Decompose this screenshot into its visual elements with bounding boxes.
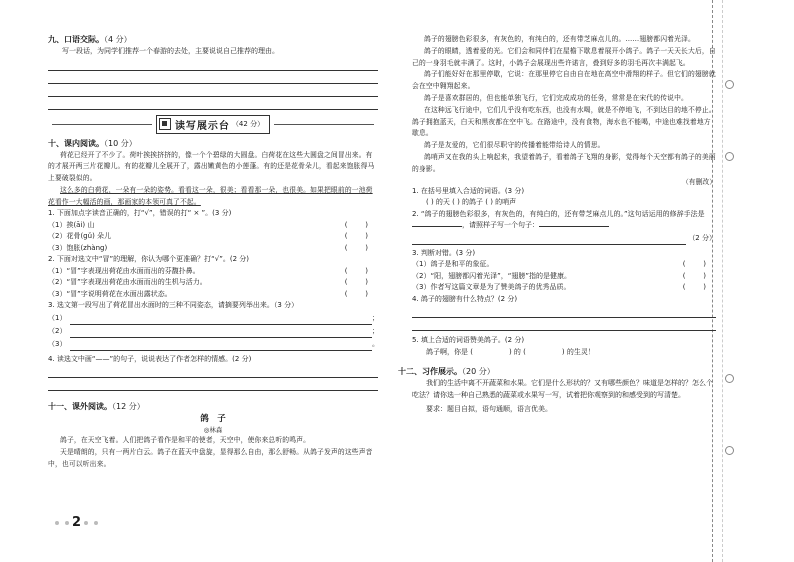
- answer-line[interactable]: [48, 71, 378, 84]
- answer-line[interactable]: （2 分）: [412, 232, 716, 245]
- question-10-4: 4. 读选文中画“——”的句子，说说表达了作者怎样的情感。(2 分): [48, 354, 252, 363]
- binding-hole: [725, 80, 734, 89]
- writing-prompt: 我们的生活中离不开蔬菜和水果。它们是什么形状的？又有哪些颜色？味道是怎样的？怎么个吃法？请你选一种自己熟悉的蔬菜或水果写一写，试着把你观察到的和感受到的写清楚。: [412, 379, 713, 399]
- question-10-1: 1. 下面加点字读音正确的，打“√”，错误的打“ × ”。(3 分): [48, 209, 232, 218]
- passage-paragraph: 荷花已经开了不少了。荷叶挨挨挤挤的，像一个个碧绿的大圆盘。白荷花在这些大圆盘之间冒出来。有的才展开两三片花瓣儿。有的花瓣儿全展开了，露出嫩黄色的小莲蓬。有的还是花骨朵儿，看起来饱胀得马上要破裂似的。: [48, 150, 375, 183]
- judge-item[interactable]: （1）鸽子是和平的象征。 ( ): [412, 260, 706, 269]
- fill-blank-line[interactable]: 鸽子啊，你是 ( ) 的 ( ) 的生灵！: [426, 347, 595, 356]
- question-10-2: 2. 下面对选文中“冒”的理解，你认为哪个更准确？打“√”。(2 分): [48, 255, 250, 264]
- passage-paragraph: 鸽子是友爱的，它们很尽职守的传播着能带给诗人的情思。: [424, 141, 605, 150]
- banner-rule: [52, 124, 152, 125]
- answer-line[interactable]: [48, 378, 378, 391]
- section-9-heading: 九、口语交际。（4 分）: [48, 35, 132, 44]
- passage-paragraph: 鸽子的翅膀色彩很多，有灰色的，有纯白的，还有带芝麻点儿的。……翅膀都闪着光泽。: [424, 35, 695, 43]
- banner-box: [156, 115, 270, 134]
- answer-line[interactable]: （3） 。: [48, 338, 378, 351]
- judge-item[interactable]: （2）“阳，翅膀都闪着光泽”，“翅膀”指的是健康。 ( ): [412, 271, 706, 280]
- answer-line[interactable]: [48, 58, 378, 71]
- question-11-5: 5. 填上合适的词语赞美鸽子。(2 分): [412, 336, 525, 345]
- choice-item[interactable]: （3）“冒”字说明荷花在水面出露状态。 ( ): [48, 289, 368, 298]
- left-column: [48, 34, 378, 471]
- page-number: 2: [52, 515, 101, 530]
- passage-paragraph: 鸽子，在天空飞着。人们把鸽子看作是和平的使者，天空中，使你来总听的鸣声。: [60, 436, 311, 445]
- choice-item[interactable]: （1）“冒”字表现出荷花由水面而出的芬馥扑鼻。 ( ): [48, 266, 368, 275]
- section-10-heading: 十、课内阅读。（10 分）: [48, 138, 137, 148]
- judge-item[interactable]: （3）作者写这篇文章是为了赞美鸽子的优秀品质。 ( ): [412, 283, 706, 292]
- reading-writing-banner: [48, 115, 378, 134]
- binding-hole: [725, 446, 734, 455]
- binding-hole: [725, 152, 734, 161]
- passage-paragraph: 这么多的白荷花，一朵有一朵的姿势。看看这一朵，很美；看看那一朵，也很美。如果把眼前的一池荷花看作一大幅活的画，那画家的本领可真了不起。: [48, 185, 373, 206]
- question-11-1: 1. 在括号里填入合适的词语。(3 分): [412, 186, 525, 195]
- question-11-2: 2. “鸽子的翅膀色彩很多，有灰色的，有纯白的，还有带芝麻点儿的。”这句话运用的修辞手法是，请照样子写一个句子：: [412, 209, 705, 230]
- answer-line[interactable]: [412, 305, 716, 318]
- binding-hole: [725, 374, 734, 383]
- banner-title: 读写展示台: [174, 120, 230, 132]
- section-11-heading: 十一、课外阅读。（12 分）: [48, 402, 145, 412]
- passage-paragraph: 鸽子的眼睛，透着爱的光。它们会和同伴们在屋檐下歇息着展开小鸽子。鸽子一天天长大后，自己的一身羽毛就丰满了。这时，小鸽子会展现出些许诺言，叠到好多的羽毛再次丰满起飞。: [412, 46, 716, 67]
- answer-line[interactable]: [412, 318, 716, 331]
- banner-book-icon: [159, 118, 171, 130]
- right-column: [398, 34, 716, 416]
- answer-line[interactable]: [48, 365, 378, 378]
- choice-item[interactable]: （1）挨(āi) 山 ( ): [48, 220, 368, 229]
- banner-points: （42 分）: [231, 120, 265, 128]
- passage-paragraph: 鸽哨声又在我的头上响起来，我望着鸽子，看着鸽子飞翔的身影，觉得每个天空都有鸽子的美丽的身影。: [412, 152, 716, 173]
- source-credit: （有删改）: [682, 177, 716, 186]
- question-10-3: 3. 选文第一段写出了荷花冒出水面时的三种不同姿态，请摘要列举出来。（3 分）: [48, 301, 299, 310]
- passage-paragraph: 鸽子是喜欢群居的，但也能单独飞行，它们完成成功的任务，常常是在宋代的传说中。: [424, 93, 688, 102]
- choice-item[interactable]: （2）花骨(gǔ) 朵儿 ( ): [48, 232, 368, 241]
- story-author: ◎林森: [203, 426, 223, 435]
- choice-item[interactable]: （2）“冒”字表现出荷花由水面而出的生机与活力。 ( ): [48, 278, 368, 287]
- passage-paragraph: 鸽子们能好好在那里停歇，它说：在那里停它自由自在地在高空中滑翔的样子。但它们的翅膀就会在空中翱翔起来。: [412, 70, 716, 91]
- story-title: 鸽 子: [200, 414, 226, 425]
- answer-line[interactable]: [48, 84, 378, 97]
- section-9-prompt: 写一段话，为同学们推荐一个春游的去处，主要说说自己推荐的理由。: [62, 47, 279, 55]
- answer-line[interactable]: [48, 97, 378, 110]
- question-11-4: 4. 鸽子的翅膀有什么特点？(2 分): [412, 294, 518, 303]
- binding-line: [722, 0, 723, 562]
- section-12-heading: 十二、习作展示。（20 分）: [398, 367, 495, 377]
- answer-line[interactable]: （2） ；: [48, 325, 378, 338]
- passage-paragraph: 在这种远飞行途中，它们几乎没有吃东西，也没有水喝，就是不停地飞，不到达目的地不停止。鸽子拥抱蓝天，白天和黑夜都在空中飞。在路途中，没有食物，海水也不能喝，中途也难找着地方歇息。: [412, 105, 716, 138]
- banner-rule: [274, 124, 374, 125]
- choice-item[interactable]: （3）饱胀(zhàng) ( ): [48, 243, 368, 252]
- passage-paragraph: 天是晴朗的，只有一两片白云。鸽子在蓝天中盘旋，显得那么自由，那么舒畅。从鸽子发声的这些声音中，也可以听出来。: [48, 448, 373, 469]
- writing-requirements: 要求：题目自拟，语句通顺，语言优美。: [426, 405, 552, 414]
- fill-blank-line[interactable]: ( ) 的天 ( ) 的鸽子 ( ) 的哨声: [426, 198, 517, 207]
- answer-line[interactable]: （1） ；: [48, 312, 378, 325]
- question-11-3: 3. 判断对错。(3 分): [412, 248, 476, 257]
